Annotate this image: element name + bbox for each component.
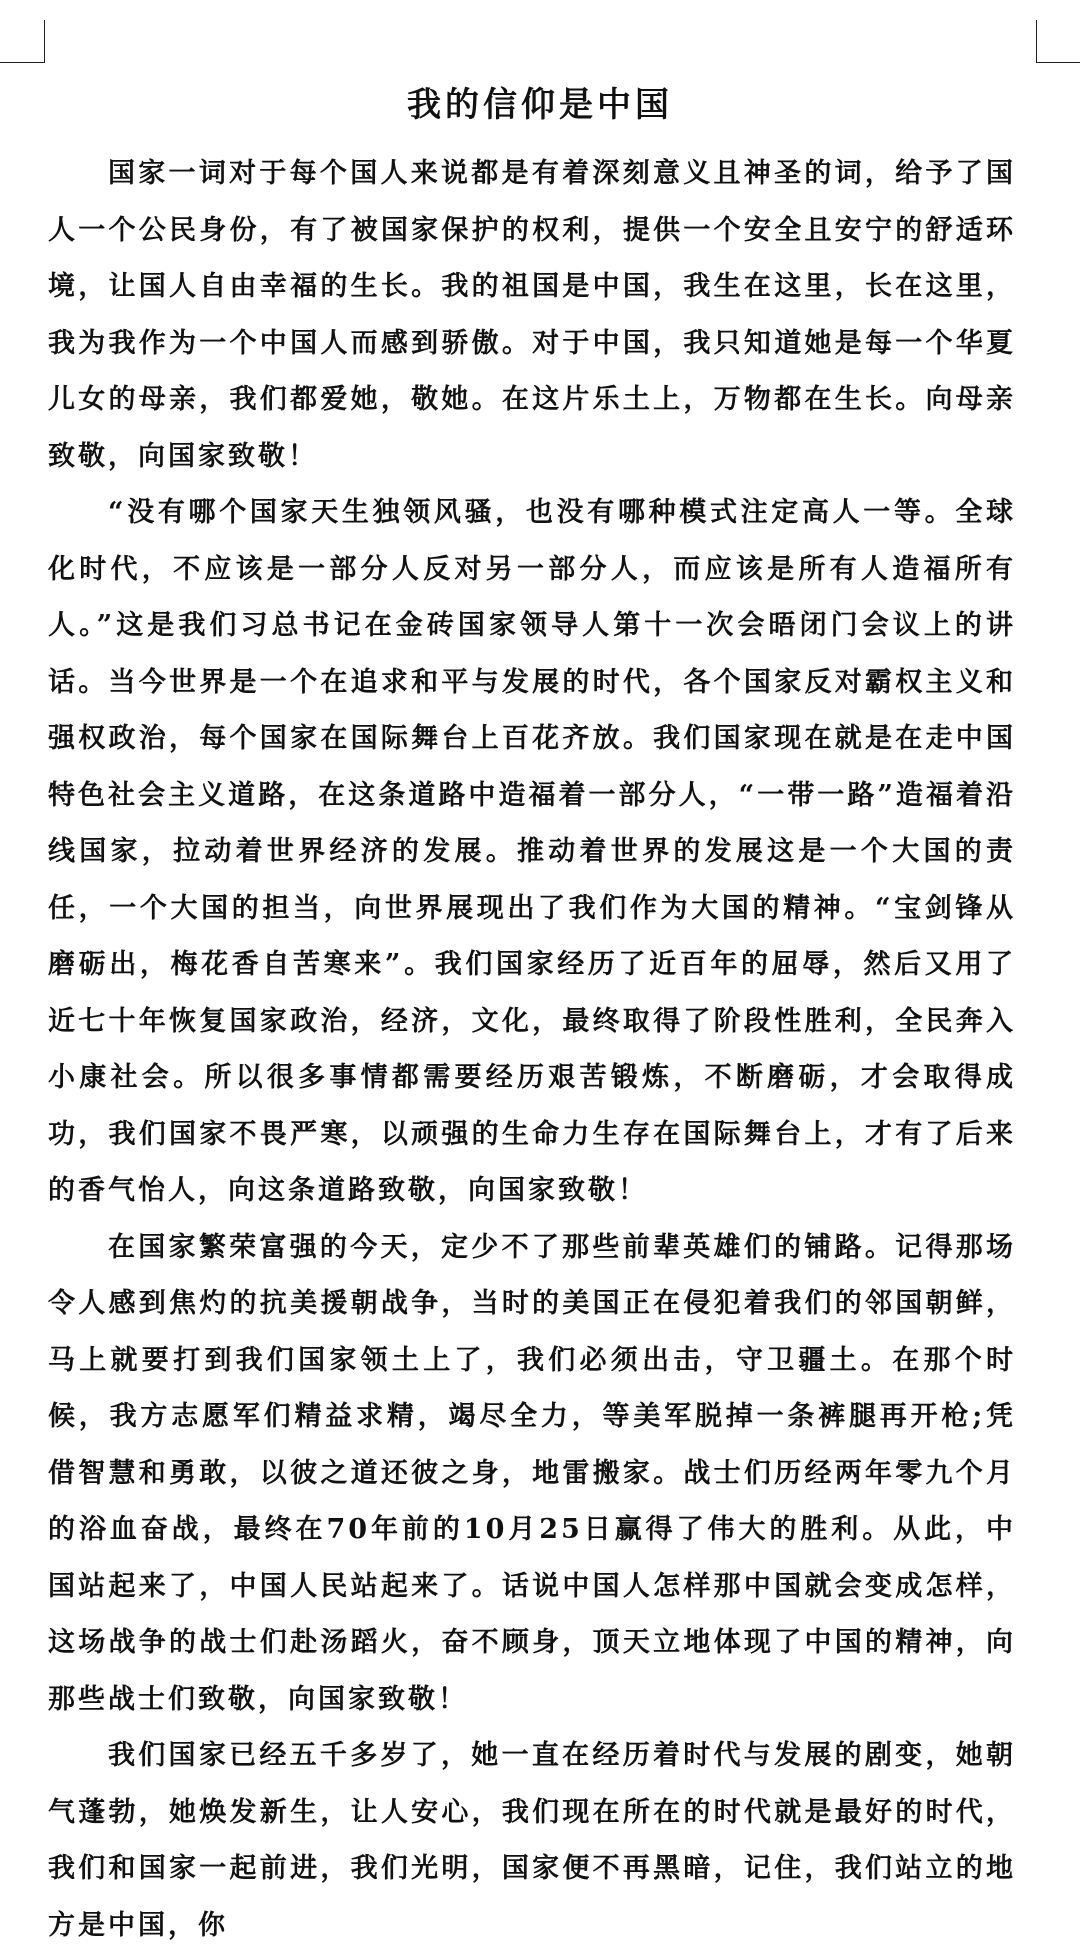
- document-body: [48, 146, 1016, 1954]
- crop-mark-top-right: [1036, 62, 1080, 63]
- crop-mark-top-left: [0, 62, 44, 63]
- paragraph-3: 在国家繁荣富强的今天，定少不了那些前辈英雄们的铺路。记得那场令人感到焦灼的抗美援朝战争，当时的美国正在侵犯着我们的邻国朝鲜，马上就要打到我们国家领土上了，我们必须出击，守卫疆土。在那个时候，我方志愿军们精益求精，竭尽全力，等美军脱掉一条裤腿再开枪;凭借智慧和勇敢，以彼之道还彼之身，地雷搬家。战士们历经两年零九个月的浴血奋战，最终在70年前的10月25日赢得了伟大的胜利。从此，中国站起来了，中国人民站起来了。话说中国人怎样那中国就会变成怎样，这场战争的战士们赴汤蹈火，奋不顾身，顶天立地体现了中国的精神，向那些战士们致敬，向国家致敬！: [48, 1231, 1016, 1715]
- crop-mark-top-left: [44, 20, 45, 63]
- paragraph-1: 国家一词对于每个国人来说都是有着深刻意义且神圣的词，给予了国人一个公民身份，有了被国家保护的权利，提供一个安全且安宁的舒适环境，让国人自由幸福的生长。我的祖国是中国，我生在这里，长在这里，我为我作为一个中国人而感到骄傲。对于中国，我只知道她是每一个华夏儿女的母亲，我们都爱她，敬她。在这片乐土上，万物都在生长。向母亲致敬，向国家致敬！: [48, 158, 1016, 472]
- paragraph-4: 我们国家已经五千多岁了，她一直在经历着时代与发展的剧变，她朝气蓬勃，她焕发新生，让人安心，我们现在所在的时代就是最好的时代，我们和国家一起前进，我们光明，国家便不再黑暗，记住，我们站立的地方是中国，你: [48, 1740, 1016, 1941]
- paragraph-2: “没有哪个国家天生独领风骚，也没有哪种模式注定高人一等。全球化时代，不应该是一部分人反对另一部分人，而应该是所有人造福所有人。”这是我们习总书记在金砖国家领导人第十一次会晤闭门会议上的讲话。当今世界是一个在追求和平与发展的时代，各个国家反对霸权主义和强权政治，每个国家在国际舞台上百花齐放。我们国家现在就是在走中国特色社会主义道路，在这条道路中造福着一部分人，“一带一路”造福着沿线国家，拉动着世界经济的发展。推动着世界的发展这是一个大国的责任，一个大国的担当，向世界展现出了我们作为大国的精神。“宝剑锋从磨砺出，梅花香自苦寒来”。我们国家经历了近百年的屈辱，然后又用了近七十年恢复国家政治，经济，文化，最终取得了阶段性胜利，全民奔入小康社会。所以很多事情都需要经历艰苦锻炼，不断磨砺，才会取得成功，我们国家不畏严寒，以顽强的生命力生存在国际舞台上，才有了后来的香气怡人，向这条道路致敬，向国家致敬！: [48, 497, 1016, 1206]
- document-title: 我的信仰是中国: [407, 85, 673, 125]
- crop-mark-top-right: [1036, 20, 1037, 63]
